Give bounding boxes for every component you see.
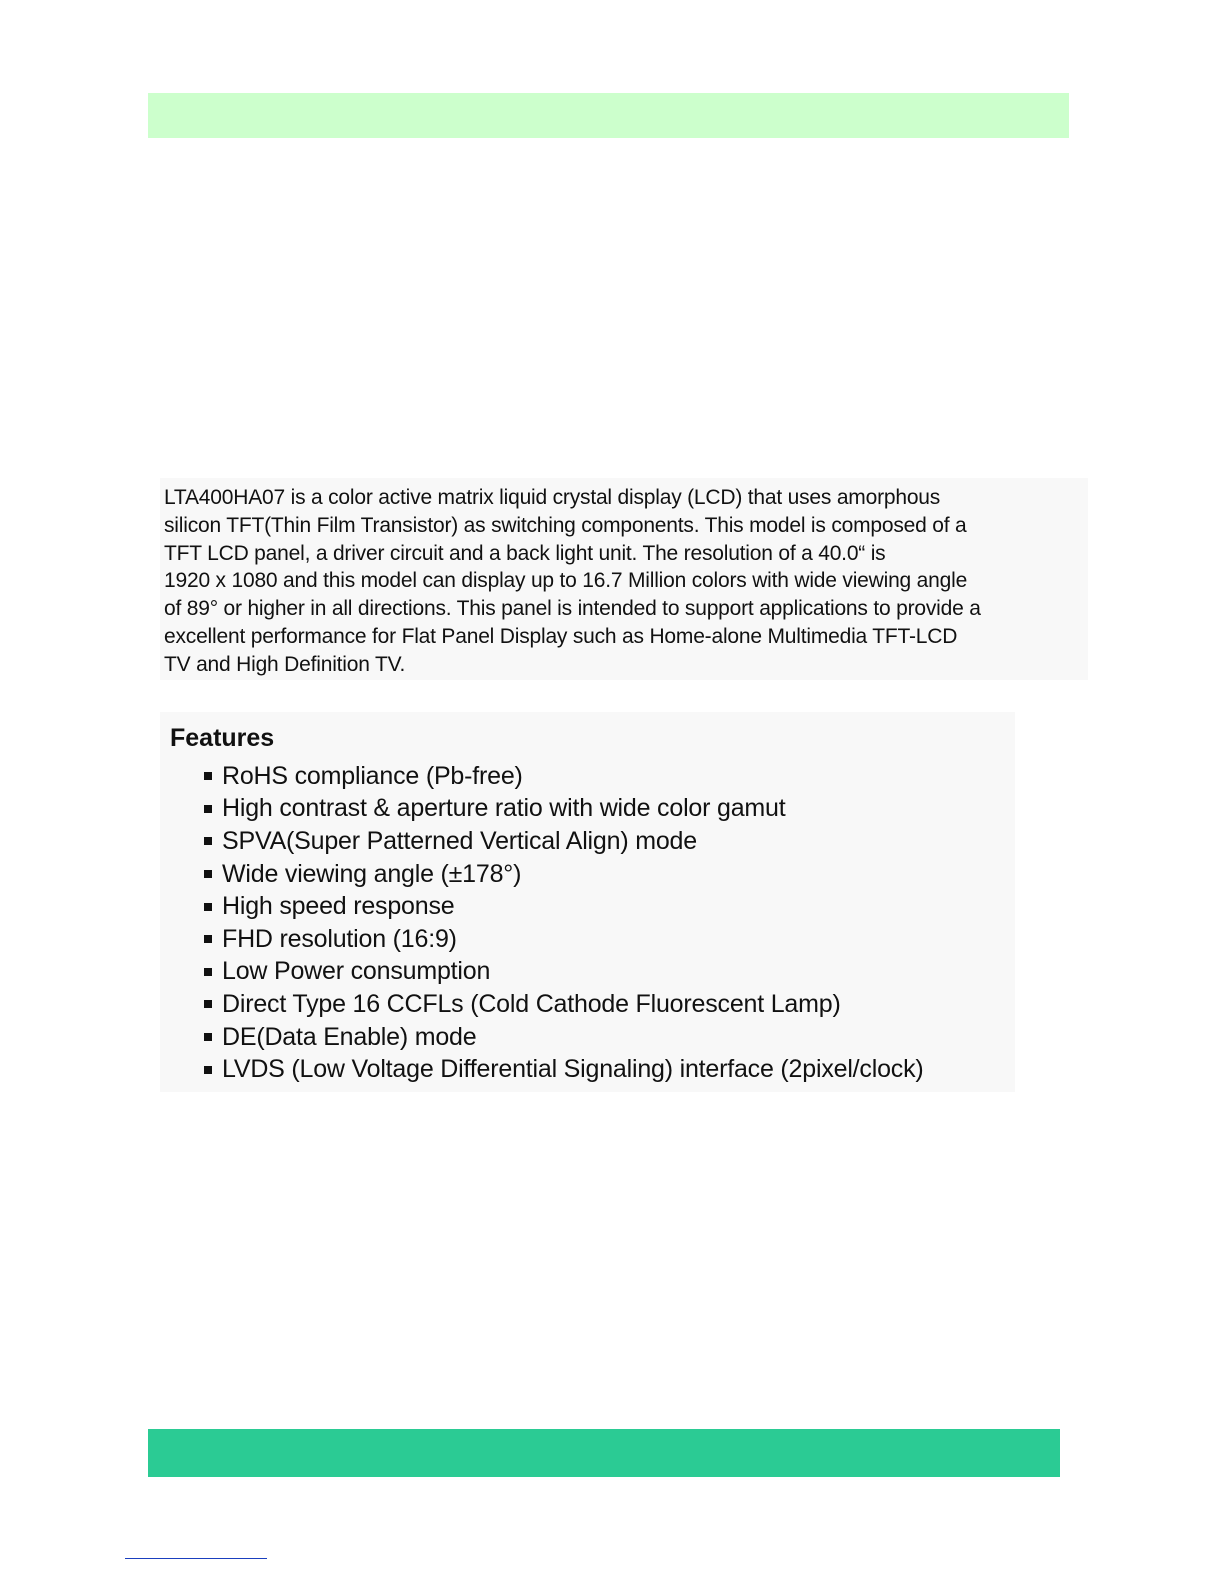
square-bullet-icon bbox=[204, 805, 212, 813]
square-bullet-icon bbox=[204, 968, 212, 976]
feature-item bbox=[204, 1053, 1015, 1086]
features-title: Features bbox=[170, 724, 275, 752]
square-bullet-icon bbox=[204, 1000, 212, 1008]
feature-item bbox=[204, 825, 1015, 858]
feature-text: FHD resolution (16:9) bbox=[222, 924, 457, 953]
footer-band bbox=[148, 1429, 1060, 1477]
feature-item bbox=[204, 988, 1015, 1021]
feature-item bbox=[204, 923, 1015, 956]
feature-text: High speed response bbox=[222, 892, 455, 921]
feature-text: Direct Type 16 CCFLs (Cold Cathode Fluorescent Lamp) bbox=[222, 989, 841, 1018]
feature-text: Low Power consumption bbox=[222, 957, 491, 986]
header-band bbox=[148, 93, 1069, 138]
square-bullet-icon bbox=[204, 837, 212, 845]
feature-item bbox=[204, 760, 1015, 793]
square-bullet-icon bbox=[204, 1066, 212, 1074]
feature-text: RoHS compliance (Pb-free) bbox=[222, 761, 523, 790]
feature-item bbox=[204, 1021, 1015, 1054]
square-bullet-icon bbox=[204, 1033, 212, 1041]
feature-text: DE(Data Enable) mode bbox=[222, 1022, 477, 1051]
feature-text: SPVA(Super Patterned Vertical Align) mode bbox=[222, 826, 697, 855]
description-text: LTA400HA07 is a color active matrix liquid crystal display (LCD) that uses amorphous silicon TFT(Thin Film Transistor) as switching components. This model is composed of a TFT LCD panel, a driver circuit and a back light unit. The resolution of a 40.0“ is 1920 x 1080 and this model can display up to 16.7 Million colors with wide viewing angle of 89° or higher in all directions. This panel is intended to support applications to provide a excellent performance for Flat Panel Display such as Home-alone Multimedia TFT-LCD TV and High Definition TV. bbox=[164, 486, 981, 676]
features-block bbox=[160, 712, 1015, 1092]
feature-text: High contrast & aperture ratio with wide color gamut bbox=[222, 794, 786, 823]
square-bullet-icon bbox=[204, 935, 212, 943]
square-bullet-icon bbox=[204, 903, 212, 911]
features-list bbox=[170, 760, 1015, 1086]
feature-text: LVDS (Low Voltage Differential Signaling) interface (2pixel/clock) bbox=[222, 1055, 924, 1084]
square-bullet-icon bbox=[204, 870, 212, 878]
feature-text: Wide viewing angle (±178°) bbox=[222, 859, 522, 888]
feature-item bbox=[204, 793, 1015, 826]
square-bullet-icon bbox=[204, 772, 212, 780]
feature-item bbox=[204, 858, 1015, 891]
description-block bbox=[160, 478, 1088, 680]
feature-item bbox=[204, 956, 1015, 989]
feature-item bbox=[204, 890, 1015, 923]
footnote-separator bbox=[125, 1558, 267, 1559]
